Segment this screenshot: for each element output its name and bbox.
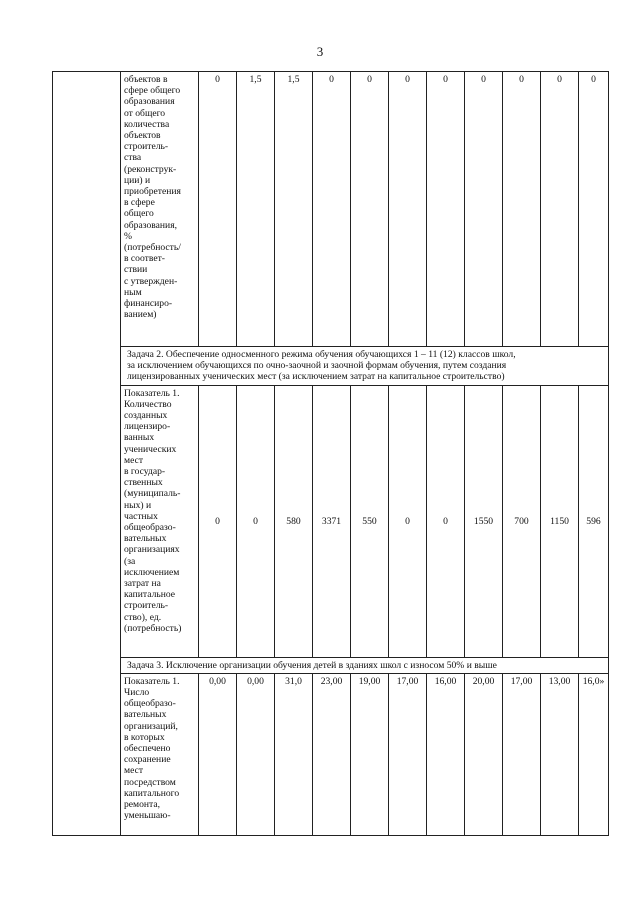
table-row-task-2: [53, 347, 609, 386]
label-line: созданных: [124, 410, 168, 422]
value-cell: 3371: [313, 385, 351, 657]
value-cell: 17,00: [389, 673, 427, 835]
page-number: 3: [316, 44, 324, 59]
indicator-label-cell: [121, 72, 199, 347]
value-cell: 0: [503, 72, 541, 347]
label-line: ных) и: [124, 499, 152, 511]
label-line: (за: [124, 555, 136, 567]
label-line: мест: [124, 454, 144, 466]
label-line: общеобразо-: [124, 522, 176, 534]
label-line: %: [124, 230, 132, 242]
table-row-task-3: [53, 657, 609, 673]
indicators-table: [52, 71, 609, 836]
value-cell: 0: [427, 72, 465, 347]
label-line: уменьшаю-: [124, 810, 171, 822]
label-line: исключением: [124, 566, 180, 578]
label-line: в сфере: [124, 197, 155, 209]
label-line: общеобразо-: [124, 698, 176, 710]
label-line: лицензиро-: [124, 421, 171, 433]
value-cell: 16,0»: [579, 673, 609, 835]
label-line: общего: [124, 208, 154, 220]
value-cell: 580: [275, 385, 313, 657]
value-cell: 23,00: [313, 673, 351, 835]
value-cell: 0: [541, 72, 579, 347]
label-line: ученических: [124, 443, 177, 455]
value-cell: 550: [351, 385, 389, 657]
value-cell: 0: [427, 385, 465, 657]
value-cell: 1550: [465, 385, 503, 657]
left-blank-cell: [53, 72, 121, 836]
value-cell: 13,00: [541, 673, 579, 835]
label-line: затрат на: [124, 578, 161, 590]
task-line: за исключением обучающихся по очно-заочной и заочной формам обучения, путем создания: [127, 360, 507, 372]
value-cell: 16,00: [427, 673, 465, 835]
label-line: с утвержден-: [124, 275, 178, 287]
value-cell: 20,00: [465, 673, 503, 835]
value-cell: 0: [199, 72, 237, 347]
label-line: объектов в: [124, 74, 168, 85]
label-line: строитель-: [124, 600, 169, 612]
label-line: в государ-: [124, 466, 166, 478]
label-line: объектов: [124, 130, 161, 142]
label-line: капитальное: [124, 589, 176, 601]
label-line: образования: [124, 96, 175, 108]
value-cell: 1150: [541, 385, 579, 657]
label-line: ции) и: [124, 174, 151, 186]
value-cell: 31,0: [275, 673, 313, 835]
label-line: (потребность): [124, 622, 182, 634]
label-line: ванных: [124, 432, 155, 444]
label-line: организаций,: [124, 720, 178, 732]
label-line: Число: [124, 687, 150, 699]
label-line: организациях: [124, 544, 180, 556]
label-line: ванием): [124, 309, 157, 321]
label-line: обеспечено: [124, 743, 171, 755]
value-cell: 0: [389, 385, 427, 657]
label-line: количества: [124, 118, 170, 130]
value-cell: 596: [579, 385, 609, 657]
value-cell: 19,00: [351, 673, 389, 835]
value-cell: 1,5: [237, 72, 275, 347]
task-line: Задача 3. Исключение организации обучения детей в зданиях школ с износом 50% и выше: [127, 659, 497, 671]
value-cell: 0,00: [237, 673, 275, 835]
label-line: капитального: [124, 787, 180, 799]
table-row-share-objects: [53, 72, 609, 347]
label-line: от общего: [124, 107, 166, 119]
label-line: вательных: [124, 533, 167, 545]
label-line: Количество: [124, 398, 172, 410]
label-line: ство), ед.: [124, 611, 162, 623]
label-line: в которых: [124, 731, 165, 743]
label-line: строитель-: [124, 141, 169, 153]
label-line: ным: [124, 286, 142, 298]
indicator-label-cell: [121, 673, 199, 835]
value-cell: 0: [465, 72, 503, 347]
indicator-label-cell: [121, 385, 199, 657]
value-cell: 0: [313, 72, 351, 347]
label-line: в соответ-: [124, 253, 165, 265]
label-line: сфере общего: [124, 85, 181, 97]
label-line: Показатель 1.: [124, 387, 180, 399]
label-line: финансиро-: [124, 298, 173, 310]
label-line: Показатель 1.: [124, 675, 180, 687]
label-line: (муниципаль-: [124, 488, 181, 500]
table-row-created-places: [53, 385, 609, 657]
label-line: вательных: [124, 709, 167, 721]
task-line: Задача 2. Обеспечение односменного режима обучения обучающихся 1 – 11 (12) классов школ,: [127, 349, 516, 360]
value-cell: 700: [503, 385, 541, 657]
label-line: ственных: [124, 477, 163, 489]
value-cell: 0: [199, 385, 237, 657]
task-line: лицензированных ученических мест (за исключением затрат на капитальное строительство): [127, 371, 505, 383]
label-line: приобретения: [124, 186, 181, 198]
label-line: (потребность/: [124, 242, 181, 254]
value-cell: 17,00: [503, 673, 541, 835]
value-cell: 0: [237, 385, 275, 657]
label-line: мест: [124, 765, 144, 777]
task-2-heading: [121, 347, 609, 386]
label-line: ремонта,: [124, 799, 161, 811]
task-3-heading: [121, 657, 609, 673]
table-row-renovation: [53, 673, 609, 835]
label-line: посредством: [124, 776, 176, 788]
label-line: частных: [124, 510, 158, 522]
value-cell: 0: [351, 72, 389, 347]
value-cell: 0: [389, 72, 427, 347]
label-line: образования,: [124, 219, 178, 231]
label-line: сохранение: [124, 754, 171, 766]
value-cell: 0: [579, 72, 609, 347]
label-line: (реконструк-: [124, 163, 177, 175]
label-line: ства: [124, 152, 142, 164]
label-line: ствии: [124, 264, 148, 276]
value-cell: 1,5: [275, 72, 313, 347]
value-cell: 0,00: [199, 673, 237, 835]
